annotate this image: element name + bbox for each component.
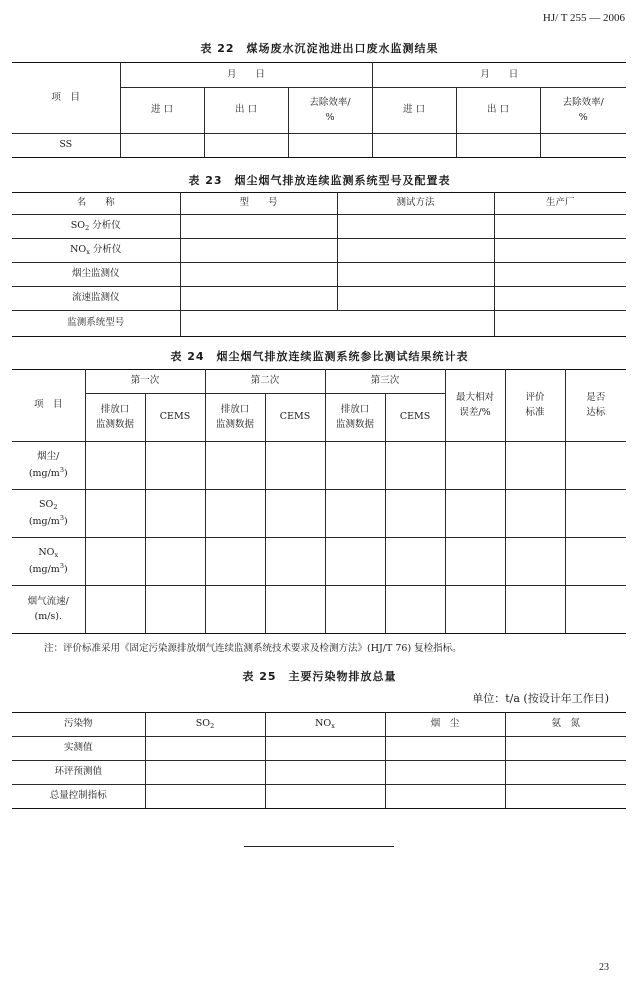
- table22-removal-2: 去除效率/ %: [540, 88, 626, 134]
- table22-row-ss: SS: [12, 134, 120, 158]
- table22-removal-1: 去除效率/ %: [288, 88, 372, 134]
- table23: [12, 192, 626, 337]
- table-row: [12, 442, 626, 490]
- table23-header-maker: 生产厂: [494, 193, 626, 215]
- table23-caption: 表 23 烟尘烟气排放连续监测系统型号及配置表: [188, 174, 451, 187]
- table24-round-1: 第一次: [85, 370, 205, 394]
- table22: [12, 62, 626, 158]
- table24-cems-1: CEMS: [145, 394, 205, 442]
- table23-header-method: 测试方法: [337, 193, 494, 215]
- table25-row-measured: 实测值: [12, 737, 145, 761]
- table24-row-dust: 烟尘/ $(mg/m^3)$: [12, 442, 85, 490]
- document-code: HJ/ T 255 — 2006: [542, 12, 625, 24]
- table24-caption: 表 24 烟尘烟气排放连续监测系统参比测试结果统计表: [170, 350, 469, 363]
- table25-caption: 表 25 主要污染物排放总量: [242, 670, 397, 683]
- table24-item-header: 项 目: [12, 370, 85, 442]
- table24-outlet-3: 排放口 监测数据: [325, 394, 385, 442]
- table22-inlet-2: 进 口: [372, 88, 456, 134]
- table-row: [12, 263, 626, 287]
- table23-row-nox: $NO_x$ 分析仪: [12, 239, 180, 263]
- table-row: [12, 239, 626, 263]
- table25-row-total-control: 总量控制指标: [12, 785, 145, 809]
- end-rule: [244, 846, 394, 847]
- table25: [12, 712, 626, 809]
- table24-cems-2: CEMS: [265, 394, 325, 442]
- table-row: [12, 785, 626, 809]
- table24-eval-header: 评价 标准: [505, 370, 565, 442]
- table22-date-header-1: 月 日: [120, 63, 372, 88]
- table23-row-dust: 烟尘监测仪: [12, 263, 180, 287]
- table24: [12, 369, 626, 634]
- table-row: [12, 215, 626, 239]
- table-row: [12, 737, 626, 761]
- table-row: [12, 761, 626, 785]
- table22-caption: 表 22 煤场废水沉淀池进出口废水监测结果: [200, 42, 439, 55]
- table24-row-flow: 烟气流速/ (m/s).: [12, 586, 85, 634]
- table23-header-model: 型 号: [180, 193, 337, 215]
- table-row: [12, 538, 626, 586]
- table-row: [12, 311, 626, 337]
- table24-round-3: 第三次: [325, 370, 445, 394]
- table25-header-dust: 烟 尘: [385, 713, 505, 737]
- table24-outlet-1: 排放口 监测数据: [85, 394, 145, 442]
- table22-outlet-2: 出 口: [456, 88, 540, 134]
- table24-note: 注：评价标准采用《固定污染源排放烟气连续监测系统技术要求及检测方法》(HJ/T 76) 复检指标。: [44, 643, 462, 654]
- table22-outlet-1: 出 口: [204, 88, 288, 134]
- table24-row-nox: $NO_x$ $(mg/m^3)$: [12, 538, 85, 586]
- table-row: [12, 586, 626, 634]
- table24-max-error-header: 最大相对 误差/%: [445, 370, 505, 442]
- table24-cems-3: CEMS: [385, 394, 445, 442]
- table24-pass-header: 是否 达标: [565, 370, 626, 442]
- table22-item-header: 项 目: [12, 63, 120, 134]
- table24-outlet-2: 排放口 监测数据: [205, 394, 265, 442]
- table23-row-flow: 流速监测仪: [12, 287, 180, 311]
- table24-row-so2: $SO_2$ $(mg/m^3)$: [12, 490, 85, 538]
- table22-date-header-2: 月 日: [372, 63, 626, 88]
- table22-inlet-1: 进 口: [120, 88, 204, 134]
- page-number: 23: [599, 962, 609, 973]
- table25-header-ammonia: 氨 氮: [505, 713, 626, 737]
- table-row: [12, 287, 626, 311]
- table25-header-nox: $NO_x$: [265, 713, 385, 737]
- table-row: [12, 134, 626, 158]
- table25-row-eia-forecast: 环评预测值: [12, 761, 145, 785]
- table-row: [12, 490, 626, 538]
- table23-header-name: 名 称: [12, 193, 180, 215]
- table23-row-so2: $SO_2$ 分析仪: [12, 215, 180, 239]
- table25-header-pollutant: 污染物: [12, 713, 145, 737]
- table23-row-system: 监测系统型号: [12, 311, 180, 337]
- table25-header-so2: $SO_2$: [145, 713, 265, 737]
- table24-round-2: 第二次: [205, 370, 325, 394]
- table25-unit: 单位：t/a (按设计年工作日): [472, 692, 609, 705]
